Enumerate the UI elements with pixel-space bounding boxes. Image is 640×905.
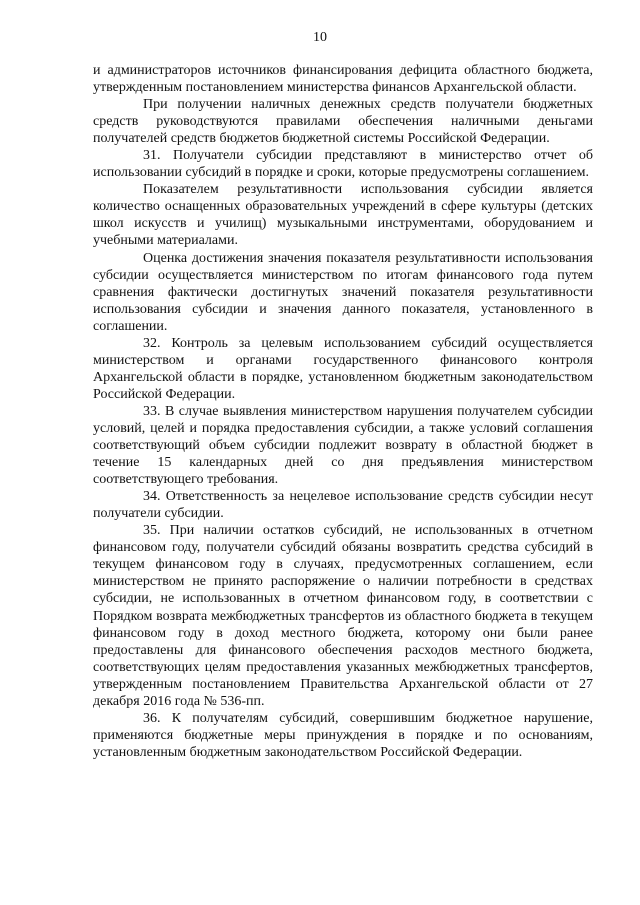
paragraph-item-36: 36. К получателям субсидий, совершившим бюджетное нарушение, применяются бюджетные меры принуждения в порядке и по основаниям, установленным бюджетным законодательством Российской Федерации.: [93, 710, 593, 760]
paragraph-item-33: 33. В случае выявления министерством нарушения получателем субсидии условий, целей и порядка предоставления субсидии, а также условий соглашения соответствующий объем субсидии подлежит возврату в областной бюджет в течение 15 календарных дней со дня предъявления министерством соответствующего требования.: [93, 403, 593, 488]
paragraph-item-32: 32. Контроль за целевым использованием субсидий осуществляется министерством и органами государственного финансового контроля Архангельской области в порядке, установленном бюджетным законодательством Российской Федерации.: [93, 335, 593, 402]
paragraph-indicator-assessment: Оценка достижения значения показателя результативности использования субсидии осуществляется министерством по итогам финансового года путем сравнения фактически достигнутых значений показателя результативности использования субсидии и значения данного показателя, установленного в соглашении.: [93, 250, 593, 334]
paragraph-item-31: 31. Получатели субсидии представляют в министерство отчет об использовании субсидий в порядке и сроки, которые предусмотрены соглашением.: [93, 148, 593, 181]
paragraph-cash-funds: При получении наличных денежных средств получатели бюджетных средств руководствуются правилами обеспечения наличными деньгами получателей средств бюджетов бюджетной системы Российской Федерации.: [93, 97, 593, 147]
paragraph-performance-indicator: Показателем результативности использования субсидии является количество оснащенных образовательных учреждений в сфере культуры (детских школ искусств и училищ) музыкальными инструментами, оборудованием и учебными материалами.: [93, 182, 593, 249]
paragraph-item-34: 34. Ответственность за нецелевое использование средств субсидии несут получатели субсидии.: [93, 489, 593, 522]
paragraph-continuation: и администраторов источников финансирования дефицита областного бюджета, утвержденным постановлением министерства финансов Архангельской области.: [93, 63, 593, 96]
paragraph-item-35: 35. При наличии остатков субсидий, не использованных в отчетном финансовом году, получатели субсидий обязаны возвратить средства субсидий в текущем финансовом году в случаях, предусмотренных соглашением, если министерством не принято распоряжение о наличии потребности в средствах субсидии, не использованных в отчетном финансовом году, в соответствии с Порядком возврата межбюджетных трансфертов из областного бюджета в текущем финансовом году в доход местного бюджета, которому они были ранее предоставлены для финансового обеспечения расходов местного бюджета, соответствующих целям предоставления указанных межбюджетных трансфертов, утвержденным постановлением Правительства Архангельской области от 27 декабря 2016 года № 536-пп.: [93, 523, 593, 709]
document-body: [93, 62, 593, 761]
page-number: 10: [313, 30, 327, 45]
